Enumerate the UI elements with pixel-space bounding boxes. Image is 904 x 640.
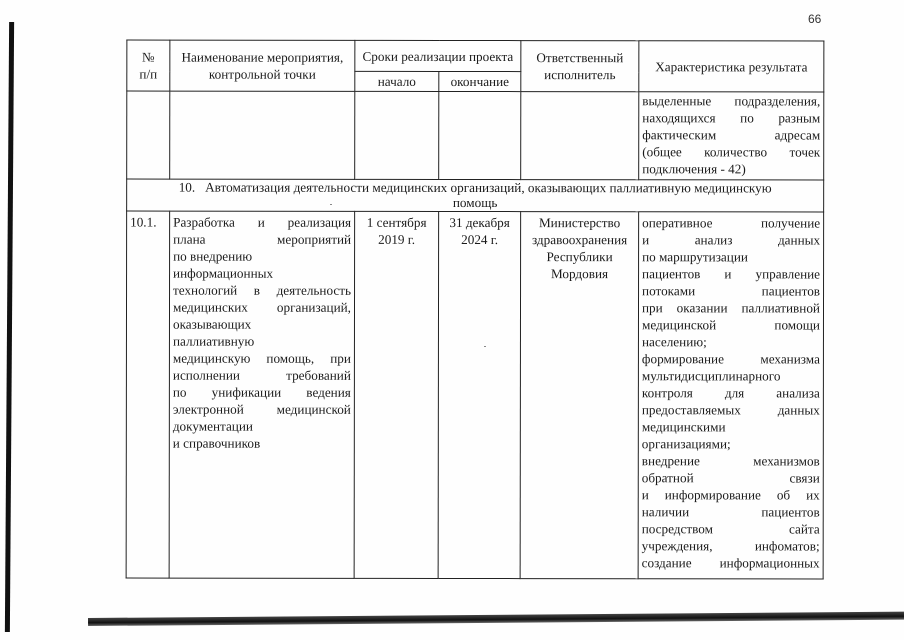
cell-name-empty [170, 91, 355, 179]
header-name: Наименование мероприятия, контрольной точки [170, 40, 355, 91]
section-title-line2: помощь [452, 194, 498, 211]
cell-start-empty [355, 91, 439, 179]
header-num: № п/п [127, 40, 170, 91]
section-title-line1: Автоматизация деятельности медицинских организаций, оказывающих паллиативную медицинскую [205, 179, 772, 196]
section-row [127, 179, 824, 212]
header-row-top [127, 40, 824, 72]
table-row-10-1 [126, 211, 824, 579]
scan-left-edge [5, 22, 14, 632]
cell-end-empty [439, 91, 521, 179]
row-end-date: 31 декабря 2024 г. [438, 211, 521, 578]
header-responsible: Ответственный исполнитель [521, 41, 639, 92]
plan-table [126, 40, 825, 580]
header-end: окончание [439, 71, 521, 91]
cell-responsible-empty [521, 92, 639, 180]
page-number: 66 [808, 12, 822, 26]
header-result: Характеристика результата [639, 41, 824, 92]
cell-result-continued: выделенные подразделения, находящихся по разным фактическим адресам (общее количество точек подключения - 42) [639, 92, 824, 180]
table-row-continuation [127, 91, 824, 180]
row-start-date: 1 сентября 2019 г. [354, 211, 439, 578]
row-result: оперативное получение и анализ данных по маршрутизации пациентов и управление потоками пациентов при оказании паллиативной медицинской помощи населению; формирование механизма мультидисциплинарного контроля для анализа предоставляемых данных медицинскими организациями; внедрение механизмов обратной связи и информирование об их наличии пациентов посредством сайта учреждения, инфоматов; создание информационных [638, 212, 824, 579]
scan-bottom-edge [88, 612, 904, 626]
header-start: начало [355, 71, 439, 91]
section-number: 10. [178, 179, 196, 195]
header-terms: Сроки реализации проекта [355, 40, 521, 71]
row-responsible: Министерство здравоохранения Республики Мордовия [520, 212, 639, 579]
row-name: Разработка и реализация плана мероприятий по внедрению информационных технологий в деятельность медицинских организаций, оказывающих паллиативную медицинскую помощь, при исполнении требований по унификации ведения электронной медицинской документации и справочников [169, 211, 355, 578]
cell-num-empty [127, 91, 170, 179]
section-heading [127, 179, 824, 212]
row-number: 10.1. [126, 211, 170, 578]
